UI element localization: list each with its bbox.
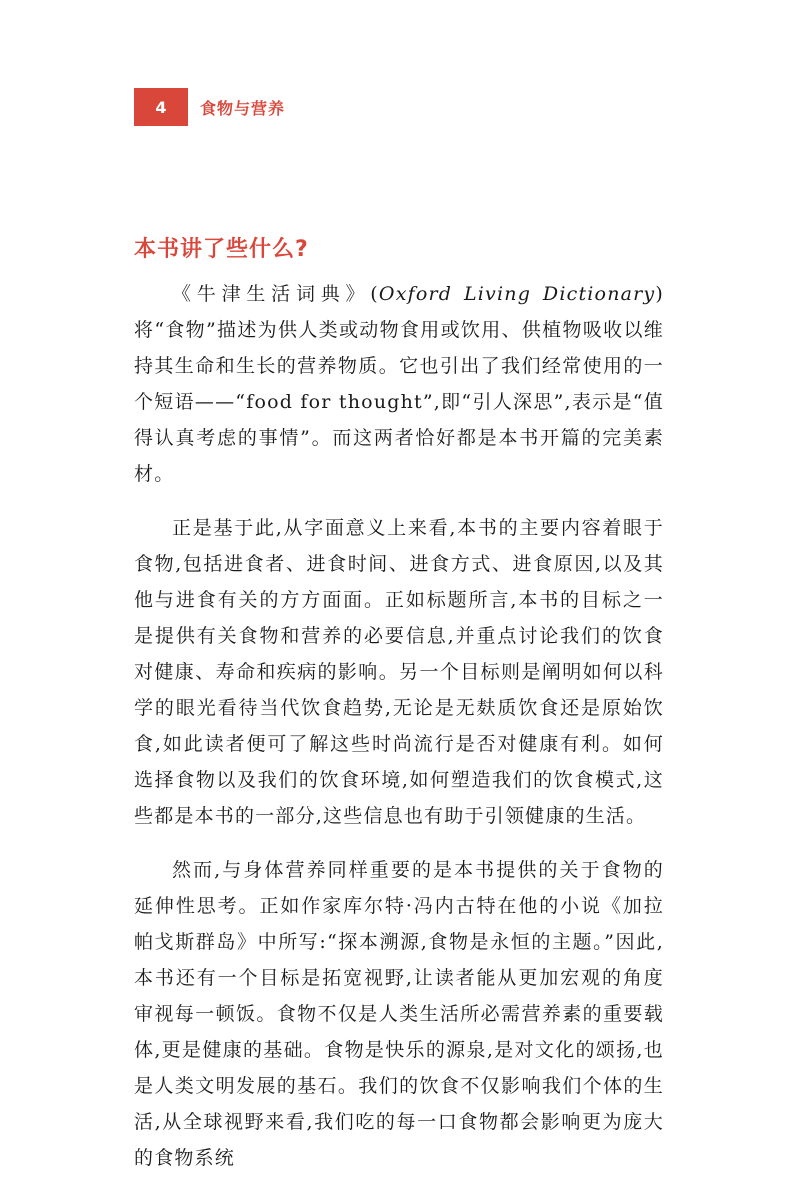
- chapter-title: 食物与营养: [200, 98, 286, 118]
- dictionary-title: Oxford Living Dictionary: [378, 283, 656, 305]
- paragraph-1: [134, 276, 664, 492]
- section-heading: 本书讲了些什么?: [134, 237, 309, 262]
- paragraph-1-rest: )将“食物”描述为供人类或动物食用或饮用、供植物吸收以维持其生命和生长的营养物质。它也引出了我们经常使用的一个短语——“food for thought”,即“引人深思”,表示是“值得认真考虑的事情”。而这两者恰好都是本书开篇的完美素材。: [134, 283, 664, 485]
- chapter-header: [134, 88, 285, 126]
- paragraph-1-lead: 《牛津生活词典》(: [172, 283, 379, 305]
- paragraph-2: 正是基于此,从字面意义上来看,本书的主要内容着眼于食物,包括进食者、进食时间、进食方式、进食原因,以及其他与进食有关的方方面面。正如标题所言,本书的目标之一是提供有关食物和营养的必要信息,并重点讨论我们的饮食对健康、寿命和疾病的影响。另一个目标则是阐明如何以科学的眼光看待当代饮食趋势,无论是无麸质饮食还是原始饮食,如此读者便可了解这些时尚流行是否对健康有利。如何选择食物以及我们的饮食环境,如何塑造我们的饮食模式,这些都是本书的一部分,这些信息也有助于引领健康的生活。: [134, 517, 664, 827]
- body-text: [134, 276, 664, 1194]
- paragraph-3: 然而,与身体营养同样重要的是本书提供的关于食物的延伸性思考。正如作家库尔特·冯内古特在他的小说《加拉帕戈斯群岛》中所写:“探本溯源,食物是永恒的主题。”因此,本书还有一个目标是拓宽视野,让读者能从更加宏观的角度审视每一顿饭。食物不仅是人类生活所必需营养素的重要载体,更是健康的基础。食物是快乐的源泉,是对文化的颂扬,也是人类文明发展的基石。我们的饮食不仅影响我们个体的生活,从全球视野来看,我们吃的每一口食物都会影响更为庞大的食物系统: [134, 859, 664, 1169]
- page-number: 4: [134, 88, 188, 126]
